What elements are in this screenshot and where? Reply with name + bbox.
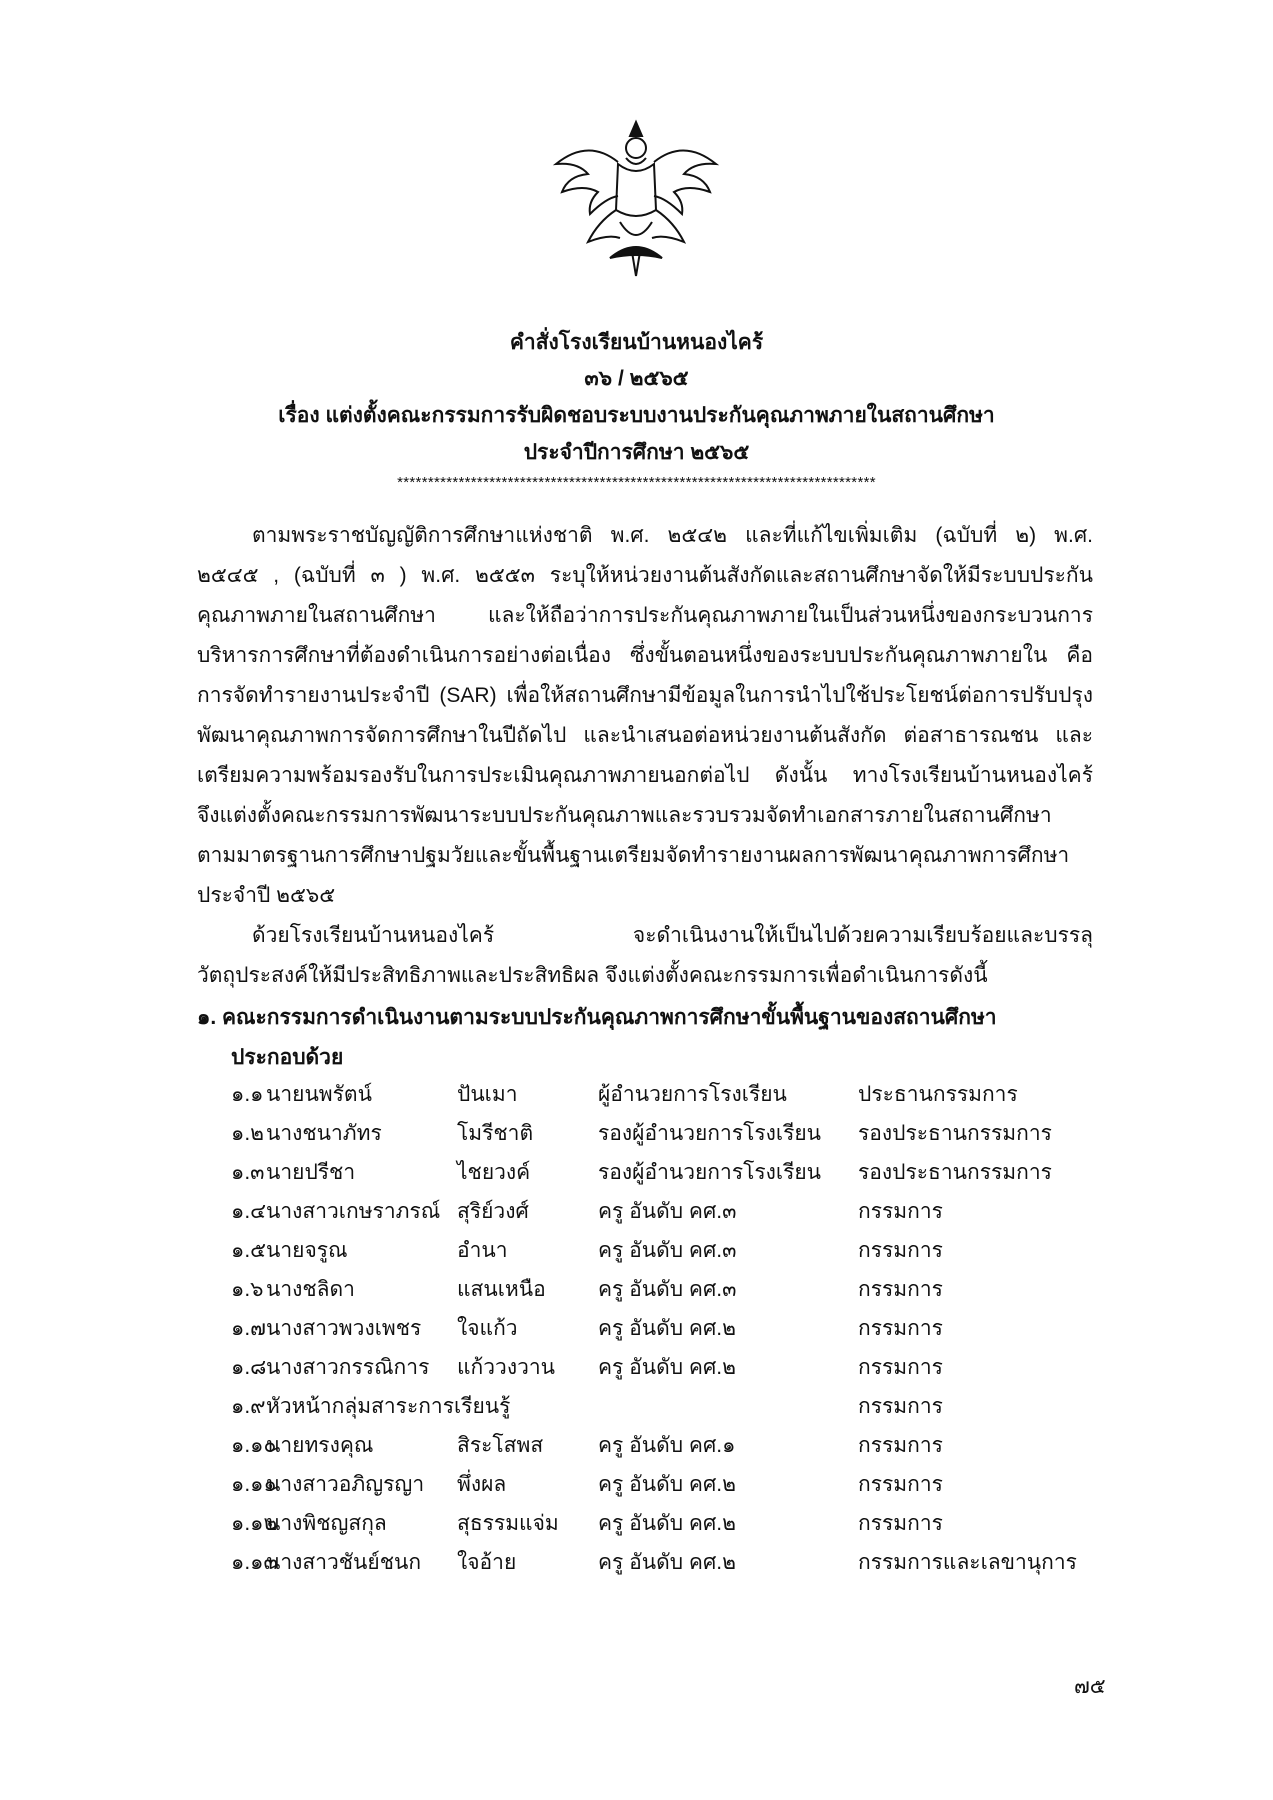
member-number: ๑.๑๑ bbox=[231, 1473, 277, 1496]
member-role: กรรมการ bbox=[858, 1512, 943, 1535]
member-name: นางสาวพวงเพชร bbox=[266, 1317, 422, 1340]
member-role: กรรมการและเลขานุการ bbox=[858, 1551, 1077, 1574]
member-number: ๑.๑ bbox=[231, 1083, 264, 1106]
member-role: รองประธานกรรมการ bbox=[858, 1161, 1052, 1184]
member-position: ครู อันดับ คศ.๒ bbox=[598, 1512, 736, 1535]
paragraph-line: ตามพระราชบัญญัติการศึกษาแห่งชาติ พ.ศ. ๒๕๔๒ และที่แก้ไขเพิ่มเติม (ฉบับที่ ๒) พ.ศ. bbox=[252, 524, 1093, 547]
member-position: ครู อันดับ คศ.๒ bbox=[598, 1473, 736, 1496]
paragraph-line: พัฒนาคุณภาพการจัดการศึกษาในปีถัดไป และนำเสนอต่อหน่วยงานต้นสังกัด ต่อสาธารณชน และ bbox=[197, 724, 1093, 747]
paragraph-line: บริหารการศึกษาที่ต้องดำเนินการอย่างต่อเนื่อง ซึ่งขั้นตอนหนึ่งของระบบประกันคุณภาพภายใน คือ bbox=[197, 644, 1093, 667]
member-role: กรรมการ bbox=[858, 1473, 943, 1496]
subject: เรื่อง แต่งตั้งคณะกรรมการรับผิดชอบระบบงานประกันคุณภาพภายในสถานศึกษา bbox=[278, 404, 995, 427]
member-role: กรรมการ bbox=[858, 1434, 943, 1457]
member-position: ผู้อำนวยการโรงเรียน bbox=[598, 1083, 787, 1106]
member-surname: สุริย์วงศ์ bbox=[457, 1200, 529, 1223]
member-role: กรรมการ bbox=[858, 1356, 943, 1379]
member-name: นางสาวชันย์ชนก bbox=[266, 1551, 422, 1574]
committee-member-row bbox=[0, 1543, 1273, 1582]
paragraph-line: เตรียมความพร้อมรองรับในการประเมินคุณภาพภายนอกต่อไป ดังนั้น ทางโรงเรียนบ้านหนองไคร้ bbox=[197, 764, 1093, 787]
page-number: ๗๕ bbox=[1074, 1675, 1106, 1698]
member-name: นายจรูณ bbox=[266, 1239, 348, 1262]
paragraph-line: จึงแต่งตั้งคณะกรรมการพัฒนาระบบประกันคุณภาพและรวบรวมจัดทำเอกสารภายในสถานศึกษา bbox=[197, 804, 1052, 827]
committee-member-row bbox=[0, 1504, 1273, 1543]
member-number: ๑.๗ bbox=[231, 1317, 266, 1340]
member-surname: แก้ววงวาน bbox=[457, 1356, 556, 1379]
member-surname: ใจอ้าย bbox=[457, 1551, 517, 1574]
subject-line-2: ประจำปีการศึกษา ๒๕๖๕ bbox=[523, 441, 750, 464]
member-position: ครู อันดับ คศ.๒ bbox=[598, 1317, 736, 1340]
member-position: ครู อันดับ คศ.๒ bbox=[598, 1356, 736, 1379]
committee-member-row bbox=[0, 1465, 1273, 1504]
member-name: นางสาวเกษราภรณ์ bbox=[266, 1200, 441, 1223]
committee-member-row bbox=[0, 1348, 1273, 1387]
member-position: ครู อันดับ คศ.๓ bbox=[598, 1239, 737, 1262]
document-title: คำสั่งโรงเรียนบ้านหนองไคร้ bbox=[509, 331, 764, 354]
member-name: นายปรีชา bbox=[266, 1161, 356, 1184]
committee-member-row bbox=[0, 1387, 1273, 1426]
committee-member-row bbox=[0, 1114, 1273, 1153]
member-role: ประธานกรรมการ bbox=[858, 1083, 1018, 1106]
member-position: รองผู้อำนวยการโรงเรียน bbox=[598, 1122, 822, 1145]
paragraph-line: ด้วยโรงเรียนบ้านหนองไคร้ จะดำเนินงานให้เป็นไปด้วยความเรียบร้อยและบรรลุ bbox=[252, 924, 1093, 947]
member-surname: พึ่งผล bbox=[457, 1473, 507, 1496]
paragraph-line: วัตถุประสงค์ให้มีประสิทธิภาพและประสิทธิผล จึงแต่งตั้งคณะกรรมการเพื่อดำเนินการดังนี้ bbox=[197, 964, 988, 987]
member-position: ครู อันดับ คศ.๑ bbox=[598, 1434, 736, 1457]
member-number: ๑.๑๓ bbox=[231, 1551, 278, 1574]
member-role: กรรมการ bbox=[858, 1200, 943, 1223]
member-position: ครู อันดับ คศ.๒ bbox=[598, 1551, 736, 1574]
committee-member-row bbox=[0, 1075, 1273, 1114]
committee-member-row bbox=[0, 1192, 1273, 1231]
member-role: กรรมการ bbox=[858, 1317, 943, 1340]
committee-member-row bbox=[0, 1426, 1273, 1465]
garuda-emblem bbox=[548, 118, 724, 278]
member-role: รองประธานกรรมการ bbox=[858, 1122, 1052, 1145]
member-surname: โมรีชาติ bbox=[457, 1122, 534, 1145]
member-number: ๑.๒ bbox=[231, 1122, 265, 1145]
member-surname: ปันเมา bbox=[457, 1083, 518, 1106]
member-name: หัวหน้ากลุ่มสาระการเรียนรู้ bbox=[266, 1395, 511, 1418]
order-number: ๓๖ / ๒๕๖๕ bbox=[584, 367, 689, 390]
member-surname: แสนเหนือ bbox=[457, 1278, 546, 1301]
member-surname: อำนา bbox=[457, 1239, 508, 1262]
member-surname: ไชยวงค์ bbox=[457, 1161, 531, 1184]
committee-member-row bbox=[0, 1309, 1273, 1348]
paragraph-line: ตามมาตรฐานการศึกษาปฐมวัยและขั้นพื้นฐานเตรียมจัดทำรายงานผลการพัฒนาคุณภาพการศึกษา bbox=[197, 844, 1070, 867]
member-name: นางชนาภัทร bbox=[266, 1122, 382, 1145]
committee-member-row bbox=[0, 1153, 1273, 1192]
member-number: ๑.๕ bbox=[231, 1239, 267, 1262]
committee-member-row bbox=[0, 1270, 1273, 1309]
paragraph-line: การจัดทำรายงานประจำปี (SAR) เพื่อให้สถานศึกษามีข้อมูลในการนำไปใช้ประโยชน์ต่อการปรับปรุง bbox=[197, 684, 1093, 707]
member-role: กรรมการ bbox=[858, 1278, 943, 1301]
member-surname: สุธรรมแจ่ม bbox=[457, 1512, 559, 1535]
member-name: นายทรงคุณ bbox=[266, 1434, 374, 1457]
section-1-subheading: ประกอบด้วย bbox=[231, 1046, 344, 1069]
member-name: นางสาวกรรณิการ bbox=[266, 1356, 430, 1379]
member-role: กรรมการ bbox=[858, 1395, 943, 1418]
member-number: ๑.๙ bbox=[231, 1395, 266, 1418]
member-name: นางสาวอภิญรญา bbox=[266, 1473, 425, 1496]
member-name: นางพิชญสกุล bbox=[266, 1512, 387, 1535]
section-1-heading: ๑. คณะกรรมการดำเนินงานตามระบบประกันคุณภาพการศึกษาขั้นพื้นฐานของสถานศึกษา bbox=[197, 1006, 997, 1029]
paragraph-line: ประจำปี ๒๕๖๕ bbox=[197, 884, 336, 907]
member-number: ๑.๑๐ bbox=[231, 1434, 277, 1457]
member-position: ครู อันดับ คศ.๓ bbox=[598, 1278, 737, 1301]
member-number: ๑.๑๒ bbox=[231, 1512, 278, 1535]
member-number: ๑.๔ bbox=[231, 1200, 267, 1223]
member-number: ๑.๖ bbox=[231, 1278, 264, 1301]
member-role: กรรมการ bbox=[858, 1239, 943, 1262]
member-name: นางชลิดา bbox=[266, 1278, 355, 1301]
committee-member-row bbox=[0, 1231, 1273, 1270]
member-position: ครู อันดับ คศ.๓ bbox=[598, 1200, 737, 1223]
member-position: รองผู้อำนวยการโรงเรียน bbox=[598, 1161, 822, 1184]
member-name: นายนพรัตน์ bbox=[266, 1083, 372, 1106]
separator-line: ****************************************************************************** bbox=[397, 474, 876, 491]
member-surname: ใจแก้ว bbox=[457, 1317, 518, 1340]
member-number: ๑.๘ bbox=[231, 1356, 267, 1379]
member-surname: สิระโสพส bbox=[457, 1434, 544, 1457]
paragraph-line: คุณภาพภายในสถานศึกษา และให้ถือว่าการประกันคุณภาพภายในเป็นส่วนหนึ่งของกระบวนการ bbox=[197, 604, 1093, 627]
member-number: ๑.๓ bbox=[231, 1161, 265, 1184]
paragraph-line: ๒๕๔๕ , (ฉบับที่ ๓ ) พ.ศ. ๒๕๕๓ ระบุให้หน่วยงานต้นสังกัดและสถานศึกษาจัดให้มีระบบประกัน bbox=[197, 564, 1093, 587]
